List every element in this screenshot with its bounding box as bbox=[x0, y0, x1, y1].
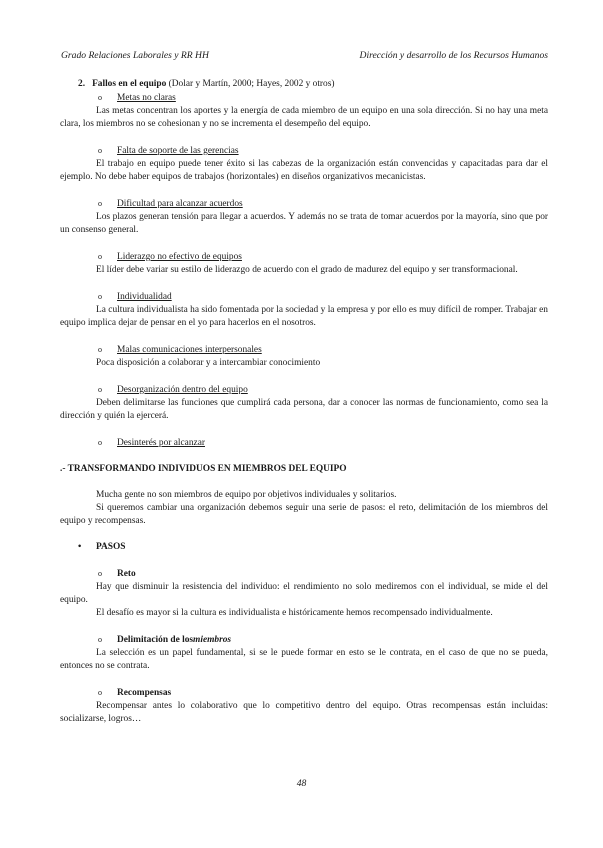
subheading-comunicaciones: o Malas comunicaciones interpersonales bbox=[98, 345, 262, 355]
pasos-heading: • PASOS bbox=[78, 542, 126, 552]
paragraph-reto-2: El desafío es mayor si la cultura es individualista e históricamente hemos recompensado individualmente. bbox=[96, 608, 493, 618]
paragraph-transform-1: Mucha gente no son miembros de equipo por objetivos individuales y solitarios. bbox=[96, 490, 397, 500]
bullet-dot-icon: • bbox=[78, 542, 82, 552]
circle-bullet-icon: o bbox=[98, 345, 102, 354]
circle-bullet-icon: o bbox=[98, 146, 102, 155]
paragraph-comunicaciones: Poca disposición a colaborar y a intercambiar conocimiento bbox=[96, 358, 321, 368]
section-number: 2. bbox=[78, 79, 86, 89]
section-title: Fallos en el equipo bbox=[92, 79, 167, 89]
circle-bullet-icon: o bbox=[98, 292, 102, 301]
circle-bullet-icon: o bbox=[98, 199, 102, 208]
circle-bullet-icon: o bbox=[98, 252, 102, 261]
page-body bbox=[60, 78, 548, 726]
circle-bullet-icon: o bbox=[98, 569, 102, 578]
circle-bullet-icon: o bbox=[98, 438, 102, 447]
subheading-desinteres: o Desinterés por alcanzar bbox=[98, 438, 205, 448]
subheading-metas: o Metas no claras bbox=[98, 93, 176, 103]
paragraph-recompensas: Recompensar antes lo colaborativo que lo competitivo dentro del equipo. Otras recompensas están incluidas: socializarse, logros… bbox=[60, 701, 548, 724]
subheading-liderazgo: o Liderazgo no efectivo de equipos bbox=[98, 252, 242, 262]
paragraph-delimitacion: La selección es un papel fundamental, si se le puede formar en esto se le contrata, en el caso de que no se pueda, entonces no se contrata. bbox=[60, 648, 548, 671]
page-number: 48 bbox=[296, 778, 307, 789]
subheading-desorganizacion: o Desorganización dentro del equipo bbox=[98, 385, 248, 395]
paragraph-desorganizacion: Deben delimitarse las funciones que cumplirá cada persona, dar a conocer las normas de funcionamiento, como sea la dirección y quién la ejercerá. bbox=[60, 398, 548, 421]
subheading-delimitacion: o Delimitación de los miembros bbox=[98, 635, 232, 645]
paragraph-reto-1: Hay que disminuir la resistencia del individuo: el rendimiento no solo mediremos con el individual, se mide el del equipo. bbox=[60, 582, 548, 605]
paragraph-soporte: El trabajo en equipo puede tener éxito si las cabezas de la organización están convencidas y capacitadas para dar el ejemplo. No debe haber equipos de trabajos (horizontales) en diseños organizativos mecanicistas. bbox=[60, 159, 548, 182]
section-heading-fallos bbox=[78, 78, 548, 91]
subheading-recompensas: o Recompensas bbox=[98, 688, 172, 698]
circle-bullet-icon: o bbox=[98, 635, 102, 644]
section-title-transformando: .- TRANSFORMANDO INDIVIDUOS EN MIEMBROS DEL EQUIPO bbox=[60, 464, 347, 474]
circle-bullet-icon: o bbox=[98, 93, 102, 102]
subheading-reto: o Reto bbox=[98, 569, 136, 579]
page-header bbox=[61, 49, 548, 62]
subheading-individualidad: o Individualidad bbox=[98, 292, 172, 302]
paragraph-liderazgo: El líder debe variar su estilo de liderazgo de acuerdo con el grado de madurez del equipo y ser transformacional. bbox=[96, 265, 518, 275]
paragraph-transform-2: Si queremos cambiar una organización debemos seguir una serie de pasos: el reto, delimitación de los miembros del equipo y recompensas. bbox=[60, 503, 548, 526]
subheading-acuerdos: o Dificultad para alcanzar acuerdos bbox=[98, 199, 243, 209]
section-reference: (Dolar y Martín, 2000; Hayes, 2002 y otros) bbox=[166, 79, 335, 89]
header-left: Grado Relaciones Laborales y RR HH bbox=[61, 50, 209, 61]
header-right: Dirección y desarrollo de los Recursos Humanos bbox=[359, 50, 548, 61]
circle-bullet-icon: o bbox=[98, 385, 102, 394]
paragraph-metas: Las metas concentran los aportes y la energía de cada miembro de un equipo en una sola dirección. Si no hay una meta clara, los miembros no se cohesionan y no se incrementa el desempeño del equipo. bbox=[60, 106, 548, 129]
subheading-soporte: o Falta de soporte de las gerencias bbox=[98, 146, 239, 156]
circle-bullet-icon: o bbox=[98, 688, 102, 697]
paragraph-acuerdos: Los plazos generan tensión para llegar a acuerdos. Y además no se trata de tomar acuerdos por la mayoría, sino que por un consenso general. bbox=[60, 212, 548, 235]
paragraph-individualidad: La cultura individualista ha sido fomentada por la sociedad y la empresa y por ello es muy difícil de romper. Trabajar en equipo implica dejar de pensar en el yo para hacerlos en el nosotros. bbox=[60, 305, 548, 328]
